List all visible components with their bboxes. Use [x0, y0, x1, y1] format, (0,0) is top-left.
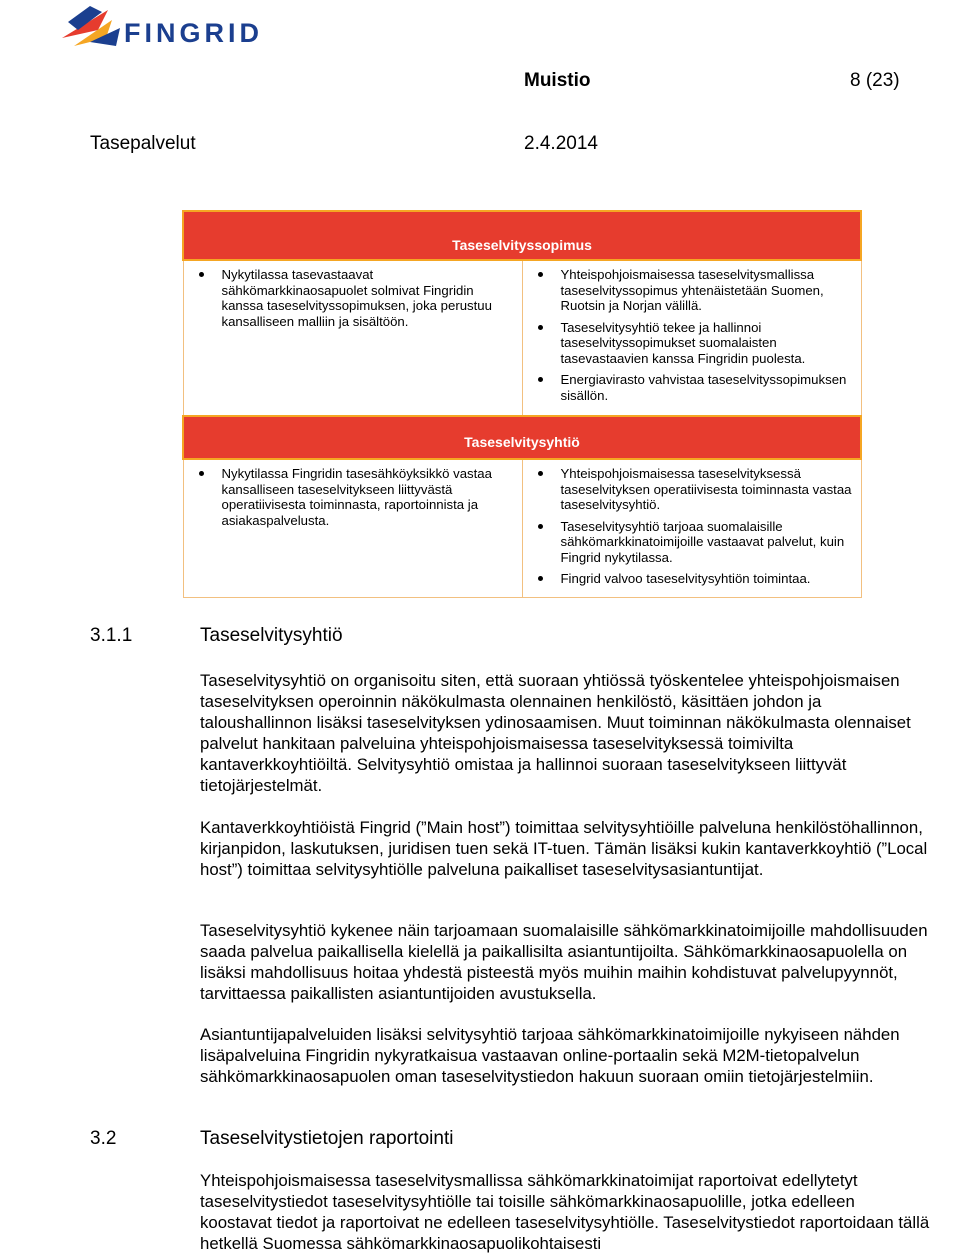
- bullet-list: [531, 267, 857, 403]
- section-header-taseselvityssopimus: Taseselvityssopimus: [183, 211, 861, 260]
- paragraph: Kantaverkkoyhtiöistä Fingrid (”Main host”) toimittaa selvitysyhtiöille palveluna henkilöstöhallinnon, kirjanpidon, laskutuksen, juridisen tuen sekä IT-tuen. Tämän lisäksi kukin kantaverkkoyhtiö (”Local host”) toimittaa selvitysyhtiölle palveluna paikalliset taseselvitysasiantuntijat.: [200, 818, 928, 879]
- department: Tasepalvelut: [90, 133, 196, 154]
- section-number: 3.2: [90, 1128, 117, 1149]
- list-item: Nykytilassa tasevastaavat sähkömarkkinaosapuolet solmivat Fingridin kanssa taseselvityssopimuksen, joka perustuu kansalliseen malliin ja sisältöön.: [192, 267, 518, 329]
- section-header-taseselvitysyhtio: Taseselvitysyhtiö: [183, 416, 861, 459]
- comparison-table: [182, 210, 862, 598]
- logo-wordmark: FINGRID: [124, 18, 263, 48]
- list-item: Yhteispohjoismaisessa taseselvitysmallissa taseselvityssopimus yhtenäistetään Suomen, Ruotsin ja Norjan välillä.: [531, 267, 857, 314]
- bullet-list: [531, 466, 857, 587]
- bullet-list: [192, 267, 518, 329]
- paragraph: Asiantuntijapalveluiden lisäksi selvitysyhtiö tarjoaa sähkömarkkinatoimijoille nykyiseen nähden lisäpalveluina Fingridin nykyratkaisua vastaavan online-portaalin sekä M2M-tietopalvelun sähkömarkkinaosapuolen oman taseselvitystiedon hakuun suoraan omiin tietojärjestelmiin.: [200, 1025, 900, 1086]
- list-item: Taseselvitysyhtiö tarjoaa suomalaisille sähkömarkkinatoimijoille vastaavat palvelut, kuin Fingrid nykytilassa.: [531, 519, 857, 566]
- list-item: Taseselvitysyhtiö tekee ja hallinnoi taseselvityssopimukset suomalaisten tasevastaavien kanssa Fingridin puolesta.: [531, 320, 857, 367]
- paragraph: Taseselvitysyhtiö kykenee näin tarjoamaan suomalaisille sähkömarkkinatoimijoille mahdollisuuden saada palvelua paikallisella kielellä ja paikallisilta asiantuntijoilta. Sähkömarkkinaosapuolella on lisäksi mahdollisuus hoitaa yhdestä pisteestä myös muihin maihin kohdistuvat palvelupyynnöt, tarvittaessa paikallisten asiantuntijoiden avustuksella.: [200, 921, 928, 1003]
- current-state-cell: [183, 459, 522, 597]
- bullet-list: [192, 466, 518, 528]
- list-item: Yhteispohjoismaisessa taseselvityksessä taseselvityksen operatiivisesta toiminnasta vastaa taseselvitysyhtiö.: [531, 466, 857, 513]
- future-state-cell: [522, 260, 861, 416]
- document-date: 2.4.2014: [524, 133, 598, 154]
- fingrid-logo: [60, 2, 300, 50]
- current-state-cell: [183, 260, 522, 416]
- list-item: Nykytilassa Fingridin tasesähköyksikkö vastaa kansalliseen taseselvitykseen liittyvästä operatiivisesta toiminnasta, raportoinnista ja asiakaspalvelusta.: [192, 466, 518, 528]
- paragraph: Yhteispohjoismaisessa taseselvitysmallissa sähkömarkkinatoimijat raportoivat edellytetyt taseselvitystiedot taseselvitysyhtiölle tai toisille sähkömarkkinaosapuolille, jotka edelleen koostavat tiedot ja raportoivat ne edelleen taseselvitysyhtiölle. Taseselvitystiedot raportoidaan tällä hetkellä Suomessa sähkömarkkinaosapuolikohtaisesti: [200, 1171, 930, 1253]
- document-type: Muistio: [524, 70, 591, 91]
- section-title: Taseselvitystietojen raportointi: [200, 1128, 454, 1149]
- section-number: 3.1.1: [90, 625, 133, 646]
- fingrid-logo-mark: [60, 2, 300, 50]
- page-number: 8 (23): [850, 70, 900, 91]
- paragraph: Taseselvitysyhtiö on organisoitu siten, että suoraan yhtiössä työskentelee yhteispohjoismaisen taseselvityksen operoinnin näkökulmasta olennainen henkilöstö, käsittäen johdon ja taloushallinnon lisäksi taseselvityksen ydinosaamisen. Muut toiminnan näkökulmasta olennaiset palvelut hankitaan palveluina yhteispohjoismaisessa taseselvityksessä toimivilta kantaverkkoyhtiöiltä. Selvitysyhtiö omistaa ja hallinnoi suoraan taseselvitykseen liittyvät tietojärjestelmät.: [200, 671, 911, 795]
- list-item: Fingrid valvoo taseselvitysyhtiön toimintaa.: [531, 571, 857, 587]
- list-item: Energiavirasto vahvistaa taseselvityssopimuksen sisällön.: [531, 372, 857, 403]
- future-state-cell: [522, 459, 861, 597]
- section-title: Taseselvitysyhtiö: [200, 625, 343, 646]
